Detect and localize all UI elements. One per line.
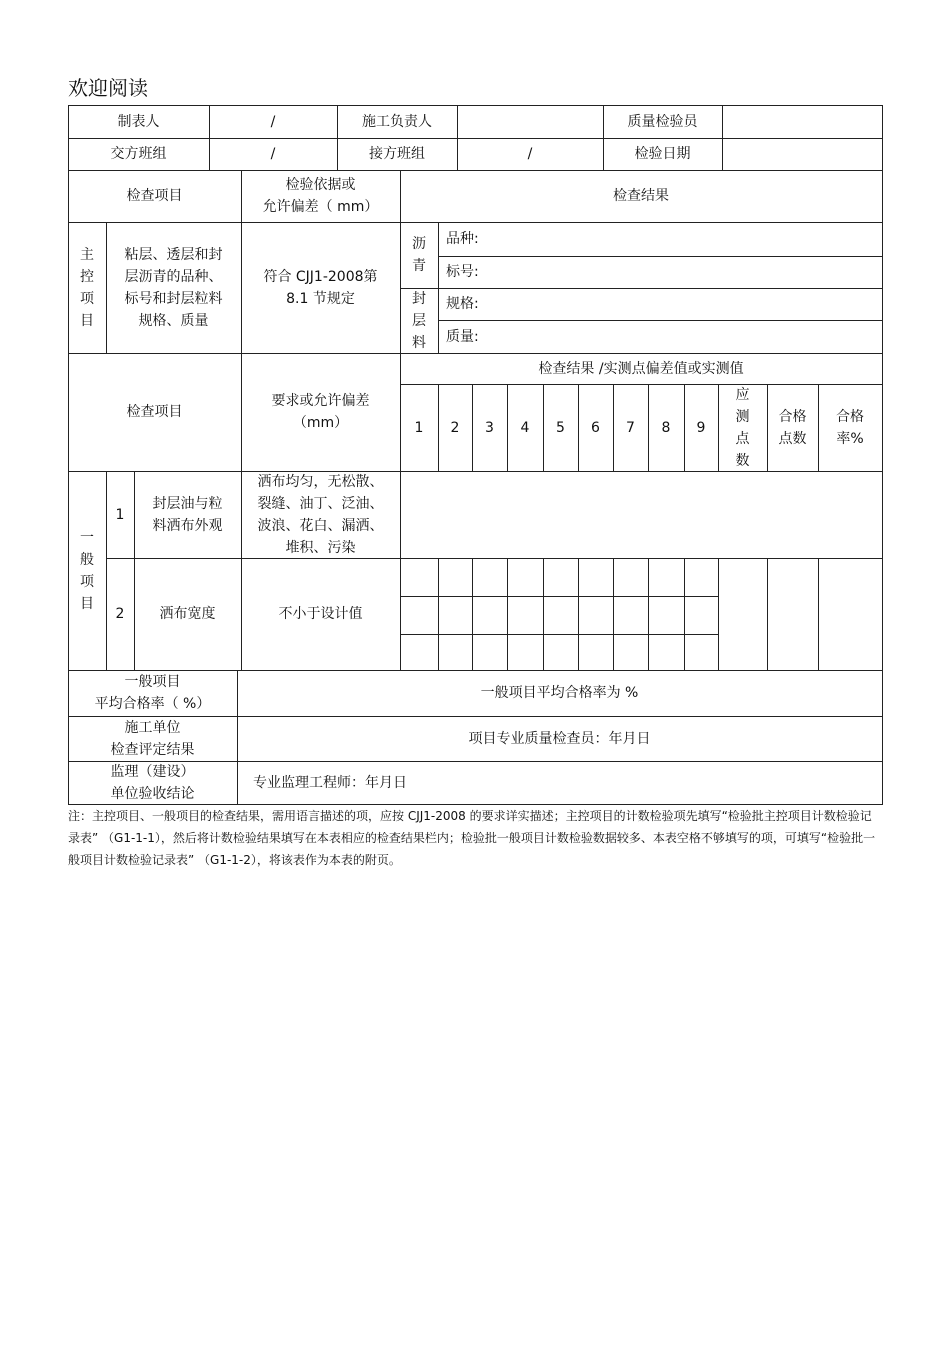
inspect-date-value[interactable] (722, 138, 882, 170)
supervision-result-label: 监理（建设） 单位验收结论 (110, 763, 195, 802)
inspector-value[interactable] (722, 105, 882, 138)
handover-team-label: 交方班组 (110, 146, 167, 162)
receive-team-label: 接方班组 (369, 146, 425, 162)
row1-requirement: 洒布均匀，无松散、 裂缝、油丁、泛油、 波浪、花白、漏洒、 堆积、污染 (257, 473, 384, 556)
row2-item: 洒布宽度 (159, 606, 216, 622)
quality-field[interactable]: 质量: (446, 328, 479, 345)
seal-material-label: 封 层 料 (412, 290, 426, 351)
main-basis-text: 符合 CJJ1-2008第 8.1 节规定 (263, 268, 378, 307)
main-basis-header: 检验依据或 允许偏差（ mm） (262, 177, 379, 215)
pass-points-header: 合格 点数 (778, 408, 807, 447)
point-5: 5 (556, 419, 565, 436)
point-9: 9 (696, 419, 706, 436)
point-2: 2 (450, 419, 460, 436)
should-measure-header: 应 测 点 数 (735, 386, 750, 469)
main-control-side-label: 主 控 项 目 (80, 246, 94, 329)
general-item-header: 检查项目 (126, 404, 183, 420)
construction-lead-label: 施工负责人 (362, 113, 432, 130)
general-result-header: 检查结果 /实测点偏差值或实测值 (538, 360, 744, 377)
row1-result-field[interactable] (400, 471, 882, 558)
asphalt-label: 沥 青 (412, 236, 426, 274)
maker-value[interactable]: / (270, 113, 276, 130)
avg-pass-rate-label: 一般项目 平均合格率（ %） (94, 674, 211, 712)
spec-field[interactable]: 规格: (446, 296, 479, 312)
main-result-header: 检查结果 (613, 188, 669, 204)
construction-lead-value[interactable] (457, 105, 603, 138)
point-1: 1 (414, 419, 424, 436)
inspector-label: 质量检验员 (627, 113, 698, 130)
point-8: 8 (661, 419, 671, 436)
construction-result-label: 施工单位 检查评定结果 (110, 719, 195, 758)
row2-requirement: 不小于设计值 (278, 606, 363, 622)
supervision-result-value[interactable]: 专业监理工程师：年月日 (253, 774, 407, 791)
pass-rate-header: 合格 率% (836, 408, 864, 447)
point-4: 4 (520, 419, 530, 436)
main-item-header: 检查项目 (126, 188, 183, 204)
grade-field[interactable]: 标号: (446, 264, 479, 280)
main-item-text: 粘层、透层和封 层沥青的品种、 标号和封层粒料 规格、质量 (124, 246, 223, 329)
general-req-header: 要求或允许偏差 （mm） (271, 393, 370, 431)
inspect-date-label: 检验日期 (634, 146, 691, 162)
construction-result-value[interactable]: 项目专业质量检查员：年月日 (468, 730, 651, 747)
variety-field[interactable]: 品种: (446, 231, 479, 247)
avg-pass-rate-value[interactable]: 一般项目平均合格率为 % (480, 685, 639, 701)
page-title: 欢迎阅读 (68, 76, 148, 100)
row2-number: 2 (115, 606, 125, 622)
point-3: 3 (485, 419, 494, 436)
point-6: 6 (591, 419, 600, 436)
receive-team-value[interactable]: / (527, 146, 533, 162)
handover-team-value[interactable]: / (270, 146, 276, 162)
row1-item: 封层油与粒 料洒布外观 (152, 495, 223, 534)
general-side-label: 一 般 项 目 (80, 529, 94, 612)
row1-number: 1 (115, 506, 125, 523)
point-7: 7 (626, 419, 635, 436)
maker-label: 制表人 (117, 113, 160, 130)
footnote: 注：主控项目、一般项目的检查结果，需用语言描述的项，应按 CJJ1-2008 的要求详实描述；主控项目的计数检验项先填写“检验批主控项目计数检验记录表” （G1-1-1），然后将计数检验结果填写在本表相应的检查结果栏内；检验批一般项目计数检验数据较多、本表空格不够填写的项，可填写“检验批一般项目计数检验记录表” （G1-1-2），将该表作为本表的附页。 (68, 809, 876, 867)
